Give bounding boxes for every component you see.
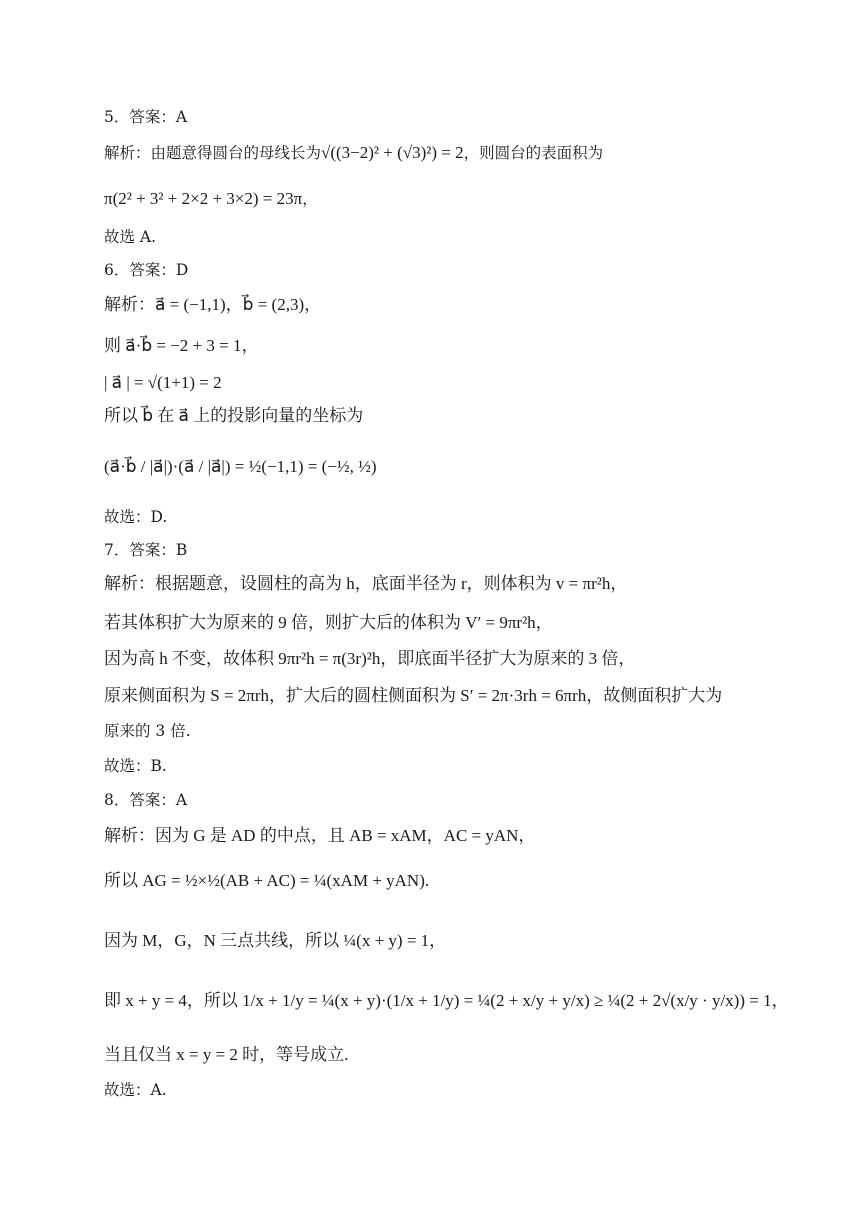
q7-choice: 故选：B.: [104, 757, 167, 775]
q7-line-5: 原来的 3 倍.: [104, 722, 191, 740]
q6-line-5: (a⃗·b⃗ / |a⃗|)·(a⃗ / |a⃗|) = ½(−1,1) = (−½, ½): [104, 457, 377, 476]
q5-line-1: [104, 142, 760, 164]
q8-answer: 8．答案：A: [104, 791, 188, 809]
q8-line-3: 因为 M，G，N 三点共线，所以 ¼(x + y) = 1，: [104, 931, 447, 950]
q6-answer: 6．答案：D: [104, 261, 189, 279]
q8-line-5: 当且仅当 x = y = 2 时，等号成立.: [104, 1045, 349, 1064]
q5-line-1-text: 解析：由题意得圆台的母线长为: [104, 144, 322, 162]
q6-choice: 故选：D.: [104, 508, 168, 526]
q5-line-2-math: π(2² + 3² + 2×2 + 3×2) = 23π: [104, 189, 303, 208]
q6-line-1: 解析：a⃗ = (−1,1)，b⃗ = (2,3)，: [104, 295, 322, 314]
q8-line-1: 解析：因为 G 是 AD 的中点，且 AB = xAM，AC = yAN，: [104, 826, 536, 845]
q7-line-3: 因为高 h 不变，故体积 9πr²h = π(3r)²h，即底面半径扩大为原来的 3 倍，: [104, 649, 636, 668]
q7-answer: 7．答案：B: [104, 541, 188, 559]
q5-choice: 故选 A.: [104, 228, 157, 246]
q7-line-1: 解析：根据题意，设圆柱的高为 h，底面半径为 r，则体积为 v = πr²h，: [104, 574, 628, 593]
q5-line-2: [104, 188, 760, 210]
q8-choice: 故选：A.: [104, 1081, 167, 1099]
q7-line-4: 原来侧面积为 S = 2πrh，扩大后的圆柱侧面积为 S′ = 2π·3rh = 6πrh，故侧面积扩大为: [104, 686, 723, 705]
q5-line-1-math: √((3−2)² + (√3)²) = 2: [321, 143, 464, 162]
q6-line-3: | a⃗ | = √(1+1) = 2: [104, 373, 222, 392]
q5-answer: 5．答案：A: [104, 108, 188, 126]
q5-line-2-tail: ，: [302, 190, 318, 208]
q5-line-1-tail: ，则圆台的表面积为: [463, 144, 604, 162]
q6-line-2: 则 a⃗·b⃗ = −2 + 3 = 1，: [104, 336, 259, 355]
q8-line-4: 即 x + y = 4，所以 1/x + 1/y = ¼(x + y)·(1/x + 1/y) = ¼(2 + x/y + y/x) ≥ ¼(2 + 2√(x/y · y/x)) = 1，: [104, 991, 789, 1010]
q8-line-2: 所以 AG = ½×½(AB + AC) = ¼(xAM + yAN).: [104, 871, 430, 890]
q7-line-2: 若其体积扩大为原来的 9 倍，则扩大后的体积为 V′ = 9πr²h，: [104, 613, 553, 632]
q6-line-4: 所以 b⃗ 在 a⃗ 上的投影向量的坐标为: [104, 406, 364, 425]
